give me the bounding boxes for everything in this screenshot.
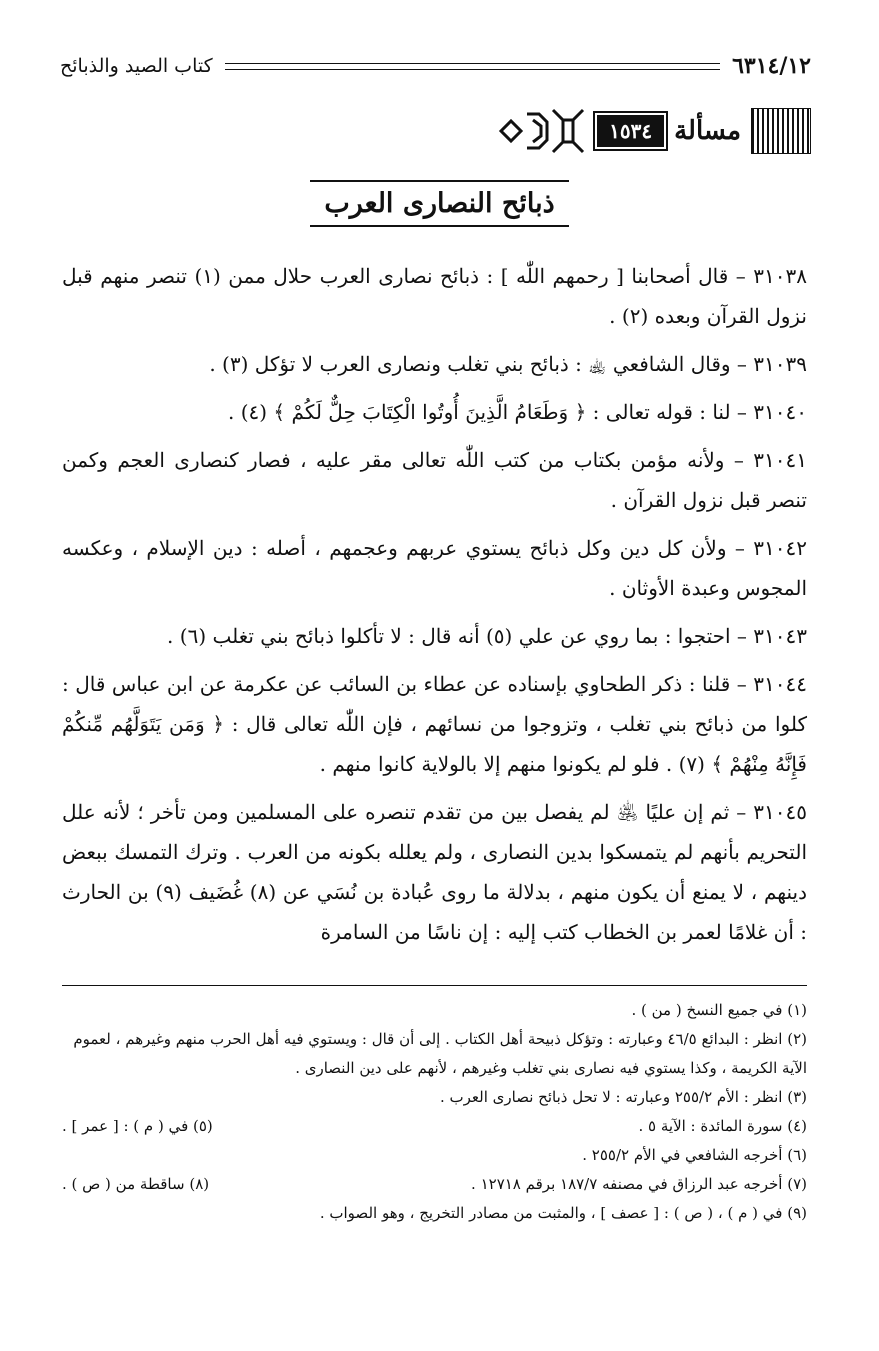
- main-text: [62, 256, 807, 960]
- footnote-4: (٤) سورة المائدة : الآية ٥ .: [638, 1117, 807, 1135]
- footnote-separator: [62, 985, 807, 986]
- footnote-8: (٨) ساقطة من ( ص ) .: [62, 1175, 210, 1193]
- masala-label: مسألة: [674, 116, 741, 146]
- masala-number: ١٥٣٤: [597, 115, 664, 147]
- book-title: كتاب الصيد والذبائح: [60, 55, 213, 77]
- header-rule: [225, 63, 720, 70]
- page-number: ٦٣١٤/١٢: [732, 53, 811, 79]
- footnote-3: (٣) انظر : الأم ٢٥٥/٢ وعبارته : لا تحل ذبائح نصارى العرب .: [439, 1088, 807, 1106]
- footnote-6: (٦) أخرجه الشافعي في الأم ٢٥٥/٢ .: [582, 1146, 807, 1164]
- paragraph-31045: ٣١٠٤٥ – ثم إن عليًا ﵁ لم يفصل بين من تقدم تنصره على المسلمين ومن تأخر ؛ لأنه علل التحريم بأنهم لم يتمسكوا بدين النصارى ، ولم يعلله بكونه من العرب . وترك التمسك ببعض دينهم ، لا يمنع أن يكون منهم ، بدلالة ما روى عُبادة بن نُسَي عن (٨) غُضَيف (٩) بن الحارث : أن غلامًا لعمر بن الخطاب كتب إليه : إن ناسًا من السامرة: [62, 800, 807, 944]
- footnote-row-4-5: [62, 1112, 807, 1141]
- section-title-wrap: [0, 180, 879, 227]
- footnote-row-7-8: [62, 1170, 807, 1199]
- footnote-5: (٥) في ( م ) : [ عمر ] .: [62, 1117, 213, 1135]
- paragraph-31038: ٣١٠٣٨ – قال أصحابنا [ رحمهم اللّٰه ] : ذبائح نصارى العرب حلال ممن (١) تنصر منهم قبل نزول القرآن وبعده (٢) .: [62, 264, 807, 328]
- footnote-1: (١) في جميع النسخ ( من ) .: [631, 1001, 807, 1019]
- footnote-2: (٢) انظر : البدائع ٤٦/٥ وعبارته : وتؤكل ذبيحة أهل الكتاب . إلى أن قال : ويستوي فيه أهل الحرب منهم وغيرهم ، لعموم الآية الكريمة ، وكذا يستوي فيه نصارى بني تغلب وغيرهم ، لأنهم على دين النصارى .: [73, 1030, 807, 1077]
- paragraph-31040: ٣١٠٤٠ – لنا : قوله تعالى : ﴿ وَطَعَامُ الَّذِينَ أُوتُوا الْكِتَابَ حِلٌّ لَكُمْ ﴾ (٤) .: [227, 400, 807, 424]
- hatch-ornament: [751, 108, 811, 154]
- paragraph-31039: ٣١٠٣٩ – وقال الشافعي ﵀ : ذبائح بني تغلب ونصارى العرب لا تؤكل (٣) .: [209, 352, 807, 376]
- section-title: ذبائح النصارى العرب: [310, 180, 568, 227]
- masala-banner: [530, 102, 811, 160]
- paragraph-31042: ٣١٠٤٢ – ولأن كل دين وكل ذبائح يستوي عربهم وعجمهم ، أصله : دين الإسلام ، وعكسه المجوس وعبدة الأوثان .: [62, 536, 807, 600]
- running-header: [60, 46, 811, 86]
- paragraph-31041: ٣١٠٤١ – ولأنه مؤمن بكتاب من كتب اللّٰه تعالى مقر عليه ، فصار كنصارى العجم وكمن تنصر قبل نزول القرآن .: [62, 448, 807, 512]
- footnotes: [62, 996, 807, 1228]
- footnote-7: (٧) أخرجه عبد الرزاق في مصنفه ١٨٧/٧ برقم ١٢٧١٨ .: [471, 1175, 807, 1193]
- footnote-9: (٩) في ( م ) ، ( ص ) : [ عصف ] ، والمثبت من مصادر التخريج ، وهو الصواب .: [319, 1204, 807, 1222]
- geometric-ornament-icon: [487, 106, 587, 156]
- paragraph-31044: ٣١٠٤٤ – قلنا : ذكر الطحاوي بإسناده عن عطاء بن السائب عن عكرمة عن ابن عباس قال : كلوا من ذبائح بني تغلب ، وتزوجوا من نسائهم ، فإن اللّٰه تعالى قال : ﴿ وَمَن يَتَوَلَّهُم مِّنكُمْ فَإِنَّهُ مِنْهُمْ ﴾ (٧) . فلو لم يكونوا منهم إلا بالولاية كانوا منهم .: [62, 672, 807, 776]
- paragraph-31043: ٣١٠٤٣ – احتجوا : بما روي عن علي (٥) أنه قال : لا تأكلوا ذبائح بني تغلب (٦) .: [167, 624, 807, 648]
